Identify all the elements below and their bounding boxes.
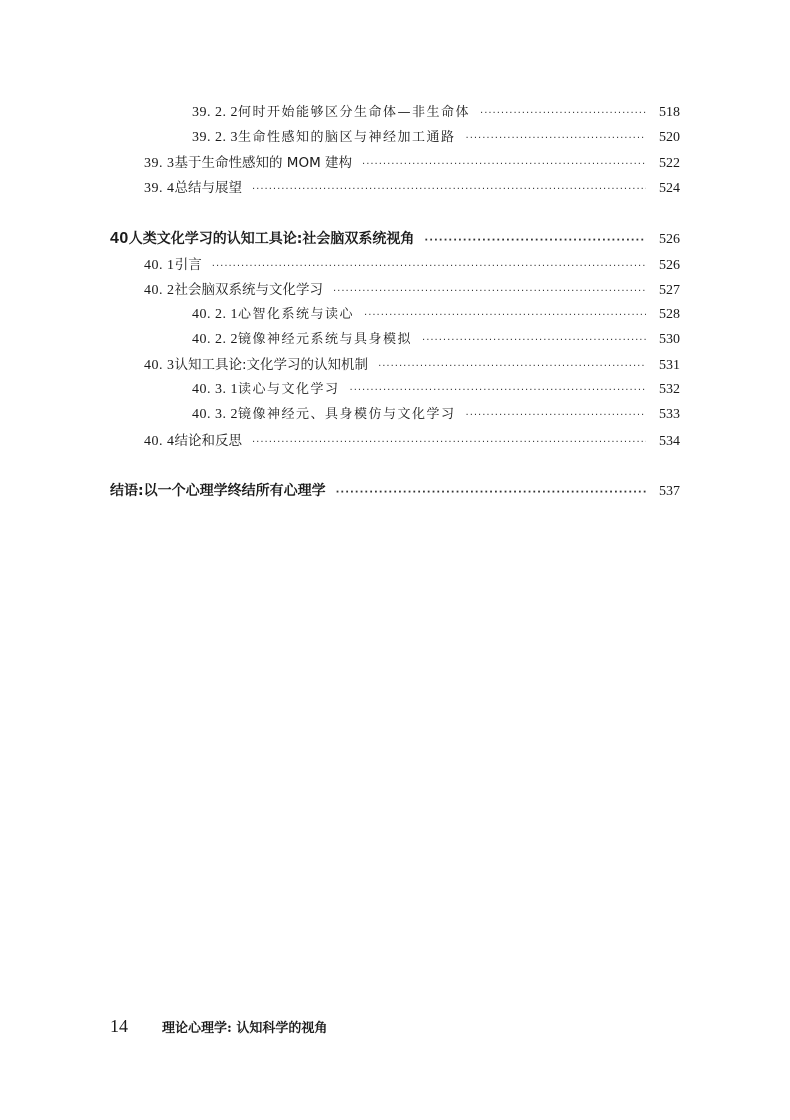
section-number: 40. 3. 2 bbox=[192, 407, 238, 422]
section-number: 40. 3 bbox=[144, 358, 175, 373]
dot-leader bbox=[466, 406, 646, 426]
toc-entry-40-3-2[interactable] bbox=[192, 405, 680, 426]
section-number: 40. 2 bbox=[144, 283, 175, 298]
section-number: 39. 2. 3 bbox=[192, 130, 238, 145]
dot-leader bbox=[364, 306, 646, 326]
page-number: 537 bbox=[659, 484, 680, 499]
section-title: 心智化系统与读心 bbox=[238, 307, 355, 322]
page-number: 524 bbox=[659, 181, 680, 196]
toc-epilogue[interactable] bbox=[110, 481, 680, 503]
toc-chapter-40[interactable] bbox=[110, 229, 680, 251]
page-number: 526 bbox=[659, 258, 680, 273]
dot-leader bbox=[333, 282, 646, 302]
toc-entry-40-2-1[interactable] bbox=[192, 305, 680, 326]
section-title: 社会脑双系统与文化学习 bbox=[174, 282, 323, 298]
running-title: 理论心理学: 认知科学的视角 bbox=[162, 1021, 328, 1036]
folio-number: 14 bbox=[110, 1016, 128, 1036]
page-number: 527 bbox=[659, 283, 680, 298]
page-number: 518 bbox=[659, 105, 680, 120]
section-number: 40. 1 bbox=[144, 258, 175, 273]
section-title: 读心与文化学习 bbox=[238, 382, 340, 397]
section-title: 镜像神经元、具身模仿与文化学习 bbox=[238, 407, 456, 422]
toc-entry-40-3-1[interactable] bbox=[192, 380, 680, 401]
toc-entry-40-3[interactable] bbox=[144, 355, 680, 377]
page-number: 522 bbox=[659, 156, 680, 171]
dot-leader bbox=[252, 180, 646, 200]
page-number: 532 bbox=[659, 382, 680, 397]
section-number: 40. 4 bbox=[144, 434, 175, 449]
toc-entry-39-4[interactable] bbox=[144, 178, 680, 200]
page-number: 530 bbox=[659, 332, 680, 347]
dot-leader bbox=[480, 104, 646, 124]
page-number: 534 bbox=[659, 434, 680, 449]
dot-leader bbox=[424, 231, 646, 251]
section-title: 结论和反思 bbox=[174, 433, 242, 449]
dot-leader bbox=[378, 357, 646, 377]
dot-leader bbox=[422, 331, 646, 351]
section-title: 总结与展望 bbox=[174, 180, 242, 196]
section-number: 40. 2. 2 bbox=[192, 332, 238, 347]
page-number: 528 bbox=[659, 307, 680, 322]
toc-entry-39-2-3[interactable] bbox=[192, 128, 680, 149]
page-number: 520 bbox=[659, 130, 680, 145]
section-title: 镜像神经元系统与具身模拟 bbox=[238, 332, 413, 347]
chapter-number: 40 bbox=[110, 230, 129, 247]
dot-leader bbox=[350, 381, 646, 401]
toc-entry-39-2-2[interactable] bbox=[192, 103, 680, 124]
section-number: 40. 3. 1 bbox=[192, 382, 238, 397]
section-title: 何时开始能够区分生命体—非生命体 bbox=[238, 105, 471, 120]
dot-leader bbox=[362, 155, 646, 175]
toc-entry-40-4[interactable] bbox=[144, 431, 680, 453]
dot-leader bbox=[336, 483, 646, 503]
dot-leader bbox=[252, 433, 646, 453]
section-number: 39. 4 bbox=[144, 181, 175, 196]
page-number: 531 bbox=[659, 358, 680, 373]
section-title: 生命性感知的脑区与神经加工通路 bbox=[238, 130, 456, 145]
section-number: 40. 2. 1 bbox=[192, 307, 238, 322]
toc-entry-39-3[interactable] bbox=[144, 153, 680, 175]
dot-leader bbox=[466, 129, 646, 149]
section-number: 39. 2. 2 bbox=[192, 105, 238, 120]
chapter-title: 人类文化学习的认知工具论:社会脑双系统视角 bbox=[128, 231, 415, 247]
page-number: 533 bbox=[659, 407, 680, 422]
section-title: 基于生命性感知的 MOM 建构 bbox=[174, 155, 353, 171]
page-number: 526 bbox=[659, 232, 680, 247]
section-title: 引言 bbox=[174, 257, 202, 273]
epilogue-title: 结语:以一个心理学终结所有心理学 bbox=[110, 483, 326, 499]
page-footer bbox=[110, 1016, 327, 1037]
toc-entry-40-2[interactable] bbox=[144, 280, 680, 302]
section-title: 认知工具论:文化学习的认知机制 bbox=[174, 357, 369, 373]
section-number: 39. 3 bbox=[144, 156, 175, 171]
dot-leader bbox=[212, 257, 646, 277]
toc-entry-40-1[interactable] bbox=[144, 255, 680, 277]
toc-entry-40-2-2[interactable] bbox=[192, 330, 680, 351]
